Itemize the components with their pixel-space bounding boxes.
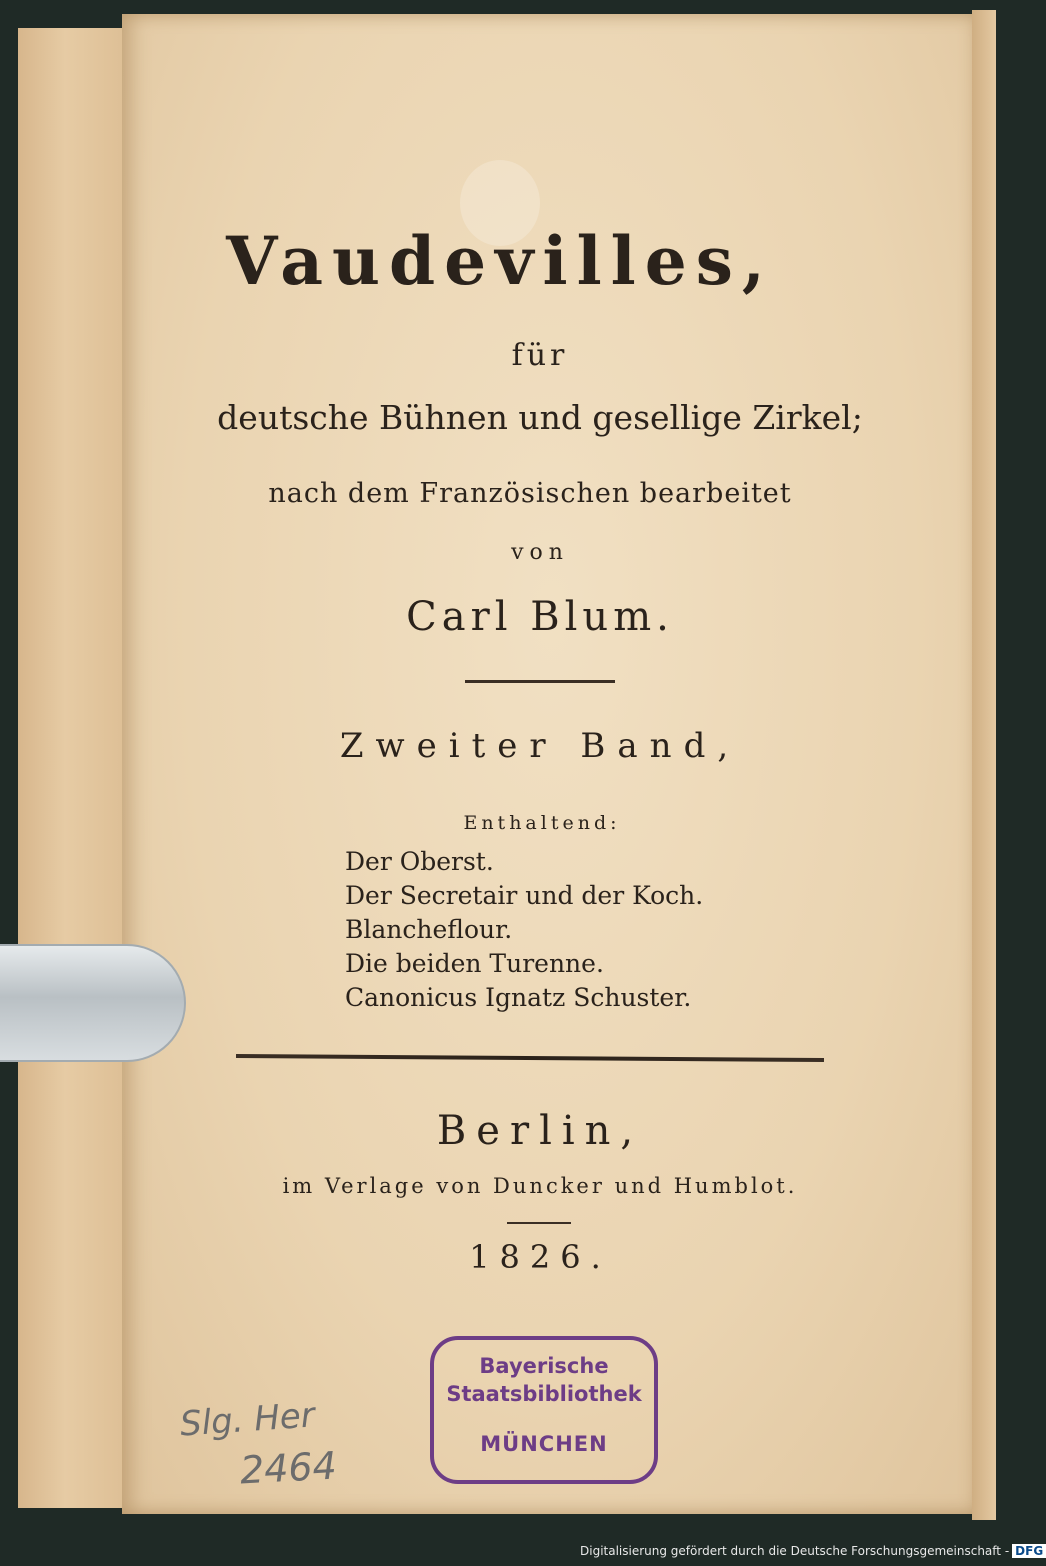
divider-rule-short xyxy=(507,1222,571,1224)
list-item: Canonicus Ignatz Schuster. xyxy=(345,983,692,1012)
digitization-footer xyxy=(580,1544,1044,1562)
publication-year: 1826. xyxy=(469,1238,611,1276)
shelfmark-number: 2464 xyxy=(238,1443,338,1493)
publication-city: Berlin, xyxy=(436,1108,644,1154)
library-stamp xyxy=(430,1336,658,1484)
title-fuer: für xyxy=(511,338,569,373)
translation-note: nach dem Französischen bearbeitet xyxy=(268,478,792,509)
stamp-line: Staatsbibliothek xyxy=(446,1382,642,1406)
divider-rule xyxy=(465,680,615,683)
book-subtitle: deutsche Bühnen und gesellige Zirkel; xyxy=(217,398,863,437)
list-item: Die beiden Turenne. xyxy=(345,949,604,978)
page-clip xyxy=(0,944,186,1062)
stamp-line: Bayerische xyxy=(479,1354,609,1378)
book-title: Vaudevilles, xyxy=(226,222,774,300)
volume-label: Zweiter Band, xyxy=(339,726,741,766)
contents-heading: Enthaltend: xyxy=(463,812,621,834)
list-item: Der Oberst. xyxy=(345,847,494,876)
author-name: Carl Blum. xyxy=(406,594,674,640)
footer-text: Digitalisierung gefördert durch die Deutsche Forschungsgemeinschaft - xyxy=(580,1544,1010,1558)
shelfmark-handwritten: Slg. Her xyxy=(178,1395,316,1445)
contents-list xyxy=(345,845,703,1015)
list-item: Der Secretair und der Koch. xyxy=(345,881,704,910)
list-item: Blancheflour. xyxy=(345,915,513,944)
by-line: von xyxy=(511,540,569,565)
publisher: im Verlage von Duncker und Humblot. xyxy=(282,1174,798,1198)
dfg-logo: DFG xyxy=(1012,1544,1046,1558)
stamp-line: MÜNCHEN xyxy=(480,1432,608,1456)
